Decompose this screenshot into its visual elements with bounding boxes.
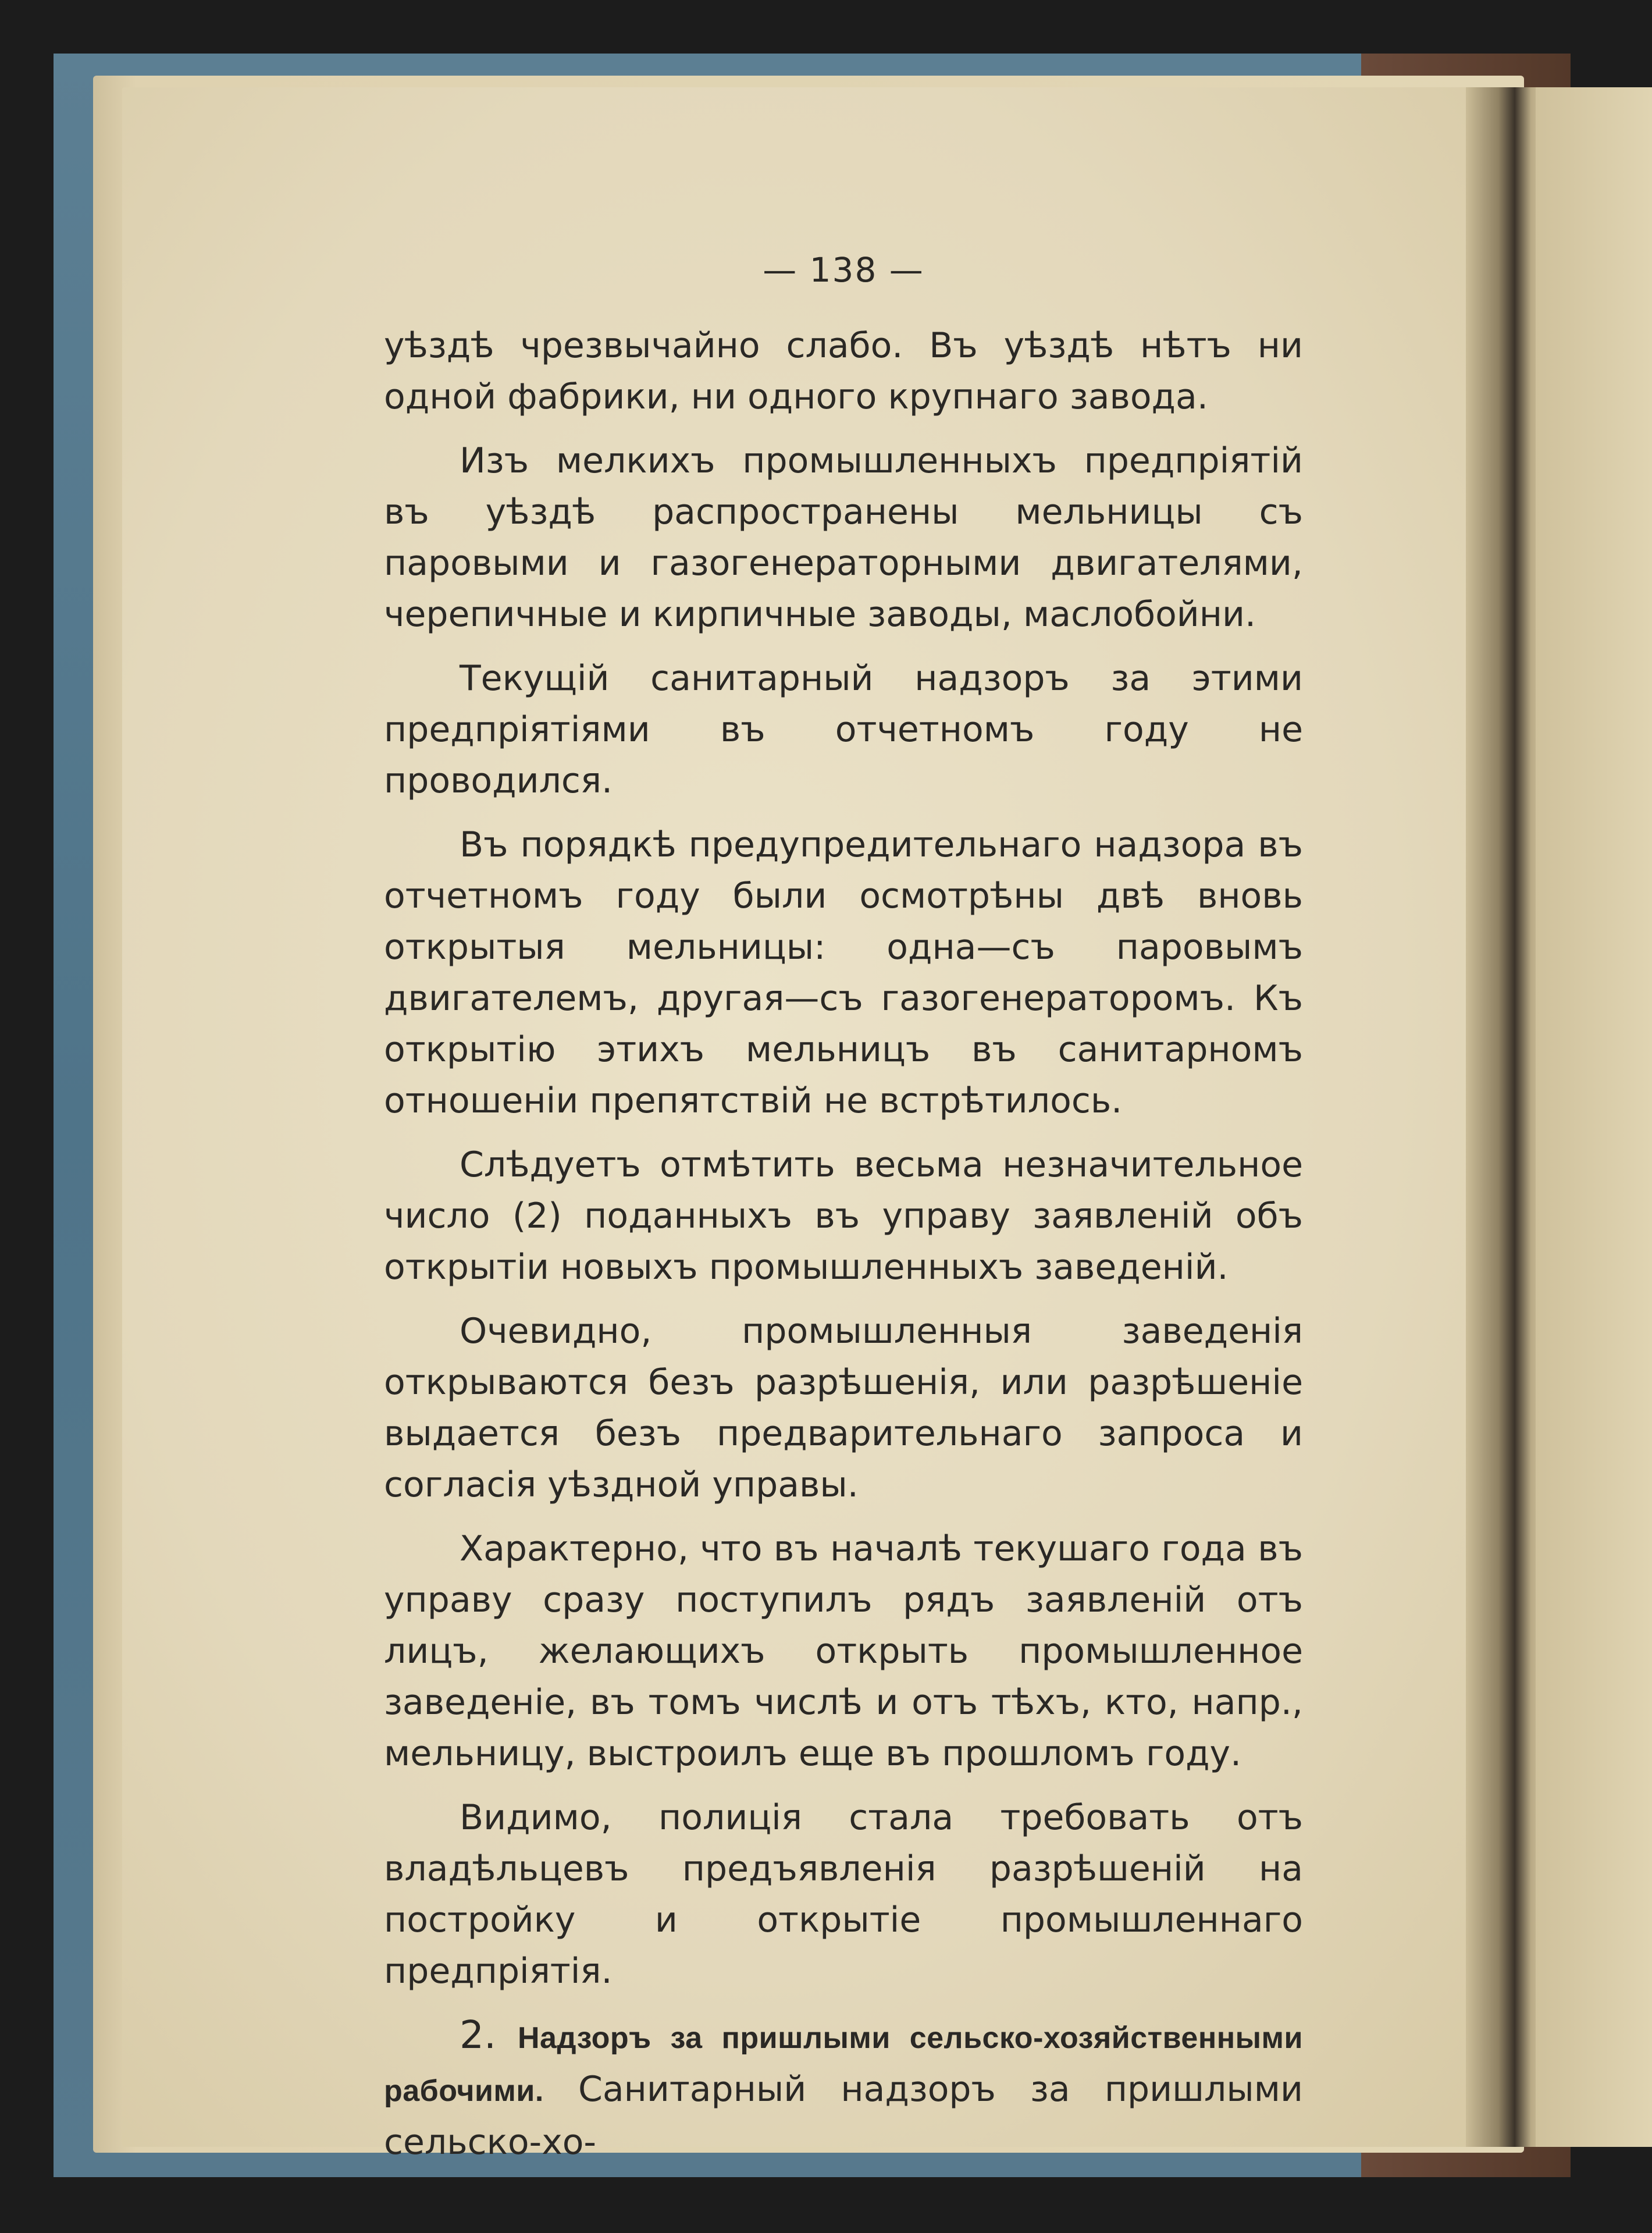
paragraph-8: Видимо, полиція стала требовать отъ владѣльцевъ предъявленія разрѣшеній на постройку и открытіе промышленнаго предпріятія. [384, 1797, 1303, 1992]
page-content [384, 244, 1303, 2181]
facing-page-edge [1536, 87, 1652, 2147]
paragraph-7: Характерно, что въ началѣ текушаго года въ управу сразу поступилъ рядъ заявленій отъ лицъ, желающихъ открыть промышленное заведеніе, въ томъ числѣ и отъ тѣхъ, кто, напр., мельницу, выстроилъ еще въ прошломъ году. [384, 1528, 1303, 1774]
section-paragraph [384, 2010, 1303, 2168]
paragraph-2: Изъ мелкихъ промышленныхъ предпріятій въ уѣздѣ распространены мельницы съ паровыми и газогенераторными двигателями, черепичные и кирпичные заводы, маслобойни. [384, 440, 1303, 635]
section-text: Санитарный надзоръ за пришлыми сельско-хо- [384, 2069, 1304, 2163]
paragraph-1: уѣздѣ чрезвычайно слабо. Въ уѣздѣ нѣтъ ни одной фабрики, ни одного крупнаго завода. [384, 325, 1303, 417]
book-gutter [1466, 87, 1547, 2147]
section-number: 2. [460, 2012, 496, 2057]
section-heading: Надзоръ за пришлыми сельско-хозяйственными рабочими. [384, 2021, 1303, 2108]
paragraph-5: Слѣдуетъ отмѣтить весьма незначительное число (2) поданныхъ въ управу заявленій объ открытіи новыхъ промышленныхъ заведеній. [384, 1144, 1303, 1288]
page-number: — 138 — [763, 250, 924, 290]
paragraph-4: Въ порядкѣ предупредительнаго надзора въ отчетномъ году были осмотрѣны двѣ вновь открытыя мельницы: одна—съ паровымъ двигателемъ, другая—съ газогенераторомъ. Къ открытію этихъ мельницъ въ санитарномъ отношеніи препятствій не встрѣтилось. [384, 824, 1303, 1121]
paragraph-6: Очевидно, промышленныя заведенія открываются безъ разрѣшенія, или разрѣшеніе выдается безъ предварительнаго запроса и согласія уѣздной управы. [384, 1311, 1303, 1505]
paragraph-3: Текущій санитарный надзоръ за этими предпріятіями въ отчетномъ году не проводился. [384, 658, 1303, 801]
